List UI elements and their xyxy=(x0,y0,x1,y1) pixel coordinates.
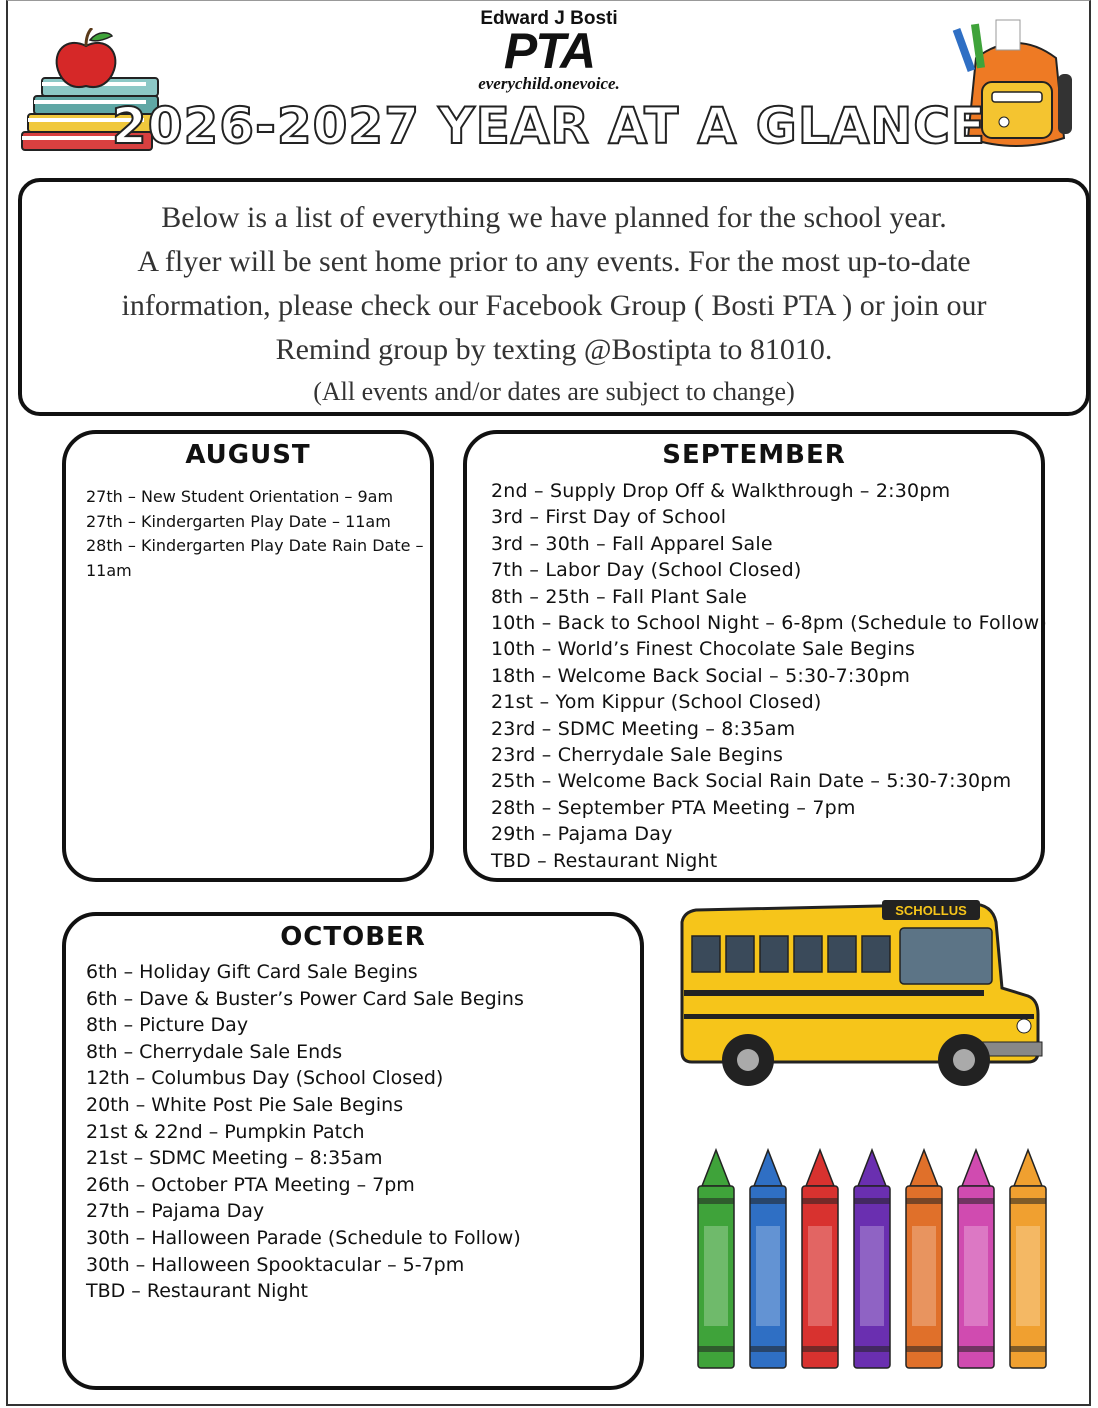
event-item: 23rd – SDMC Meeting – 8:35am xyxy=(491,717,796,740)
october-box xyxy=(62,912,644,1390)
school-name: Edward J Bosti xyxy=(480,8,618,29)
event-item: 8th – Cherrydale Sale Ends xyxy=(86,1040,343,1063)
event-item: 18th – Welcome Back Social – 5:30-7:30pm xyxy=(491,664,911,687)
intro-line: Below is a list of everything we have planned for the school year. xyxy=(161,201,947,234)
event-item: 3rd – First Day of School xyxy=(491,506,727,529)
event-item: 27th – Kindergarten Play Date – 11am xyxy=(86,511,391,531)
event-item: 12th – Columbus Day (School Closed) xyxy=(86,1067,444,1090)
event-item: 21st – SDMC Meeting – 8:35am xyxy=(86,1147,383,1170)
crayon xyxy=(750,1150,786,1368)
event-item: 8th – Picture Day xyxy=(86,1014,249,1037)
intro-line: A flyer will be sent home prior to any events. For the most up-to-date xyxy=(137,245,971,278)
crayon xyxy=(802,1150,838,1368)
event-item: 29th – Pajama Day xyxy=(491,823,673,846)
event-item: 27th – New Student Orientation – 9am xyxy=(86,487,394,506)
october-events xyxy=(86,959,640,1305)
october-title: OCTOBER xyxy=(280,922,426,952)
crayons-icon xyxy=(690,1146,1054,1374)
august-title: AUGUST xyxy=(185,440,311,470)
crayon xyxy=(1010,1150,1046,1368)
september-title: SEPTEMBER xyxy=(662,440,846,470)
event-item: 10th – World’s Finest Chocolate Sale Begins xyxy=(491,638,916,661)
event-item: 28th – September PTA Meeting – 7pm xyxy=(491,796,856,819)
school-bus-icon xyxy=(672,892,1046,1092)
crayon xyxy=(698,1150,734,1368)
page-title: 2026-2027 YEAR AT A GLANCE xyxy=(111,97,987,155)
event-item: TBD – Restaurant Night xyxy=(491,849,718,872)
august-box xyxy=(62,430,434,882)
crayon xyxy=(854,1150,890,1368)
event-item: 8th – 25th – Fall Plant Sale xyxy=(491,585,748,608)
event-item: 28th – Kindergarten Play Date Rain Date – 11am xyxy=(86,536,424,580)
event-item: 27th – Pajama Day xyxy=(86,1200,265,1223)
event-item: 10th – Back to School Night – 6-8pm (Schedule to Follow) xyxy=(491,612,1047,635)
pta-logo: PTA xyxy=(503,23,595,79)
event-item: 6th – Holiday Gift Card Sale Begins xyxy=(86,961,418,983)
intro-box xyxy=(18,178,1090,416)
bus-sign-text: SCHOLLUS xyxy=(895,903,967,918)
event-item: 30th – Halloween Parade (Schedule to Follow) xyxy=(86,1226,521,1249)
crayon xyxy=(958,1150,994,1368)
event-item: 21st – Yom Kippur (School Closed) xyxy=(491,691,822,714)
september-events xyxy=(491,478,1047,874)
intro-line: information, please check our Facebook Group ( Bosti PTA ) or join our xyxy=(121,289,987,322)
event-item: 7th – Labor Day (School Closed) xyxy=(491,559,802,582)
august-events xyxy=(86,485,430,583)
disclaimer-note: (All events and/or dates are subject to change) xyxy=(313,377,795,406)
september-box xyxy=(463,430,1045,882)
event-item: 25th – Welcome Back Social Rain Date – 5:30-7:30pm xyxy=(491,770,1012,793)
event-item: 26th – October PTA Meeting – 7pm xyxy=(86,1173,415,1196)
event-item: 3rd – 30th – Fall Apparel Sale xyxy=(491,532,773,555)
intro-line: Remind group by texting @Bostipta to 81010. xyxy=(275,333,833,366)
event-item: 20th – White Post Pie Sale Begins xyxy=(86,1093,404,1116)
crayon xyxy=(906,1150,942,1368)
intro-text xyxy=(22,196,1086,372)
event-item: TBD – Restaurant Night xyxy=(86,1280,308,1303)
event-item: 2nd – Supply Drop Off & Walkthrough – 2:30pm xyxy=(491,480,951,502)
event-item: 30th – Halloween Spooktacular – 5-7pm xyxy=(86,1253,465,1276)
pta-tagline: everychild.onevoice. xyxy=(478,74,620,93)
event-item: 21st & 22nd – Pumpkin Patch xyxy=(86,1120,365,1143)
event-item: 6th – Dave & Buster’s Power Card Sale Begins xyxy=(86,987,524,1010)
event-item: 23rd – Cherrydale Sale Begins xyxy=(491,744,784,767)
